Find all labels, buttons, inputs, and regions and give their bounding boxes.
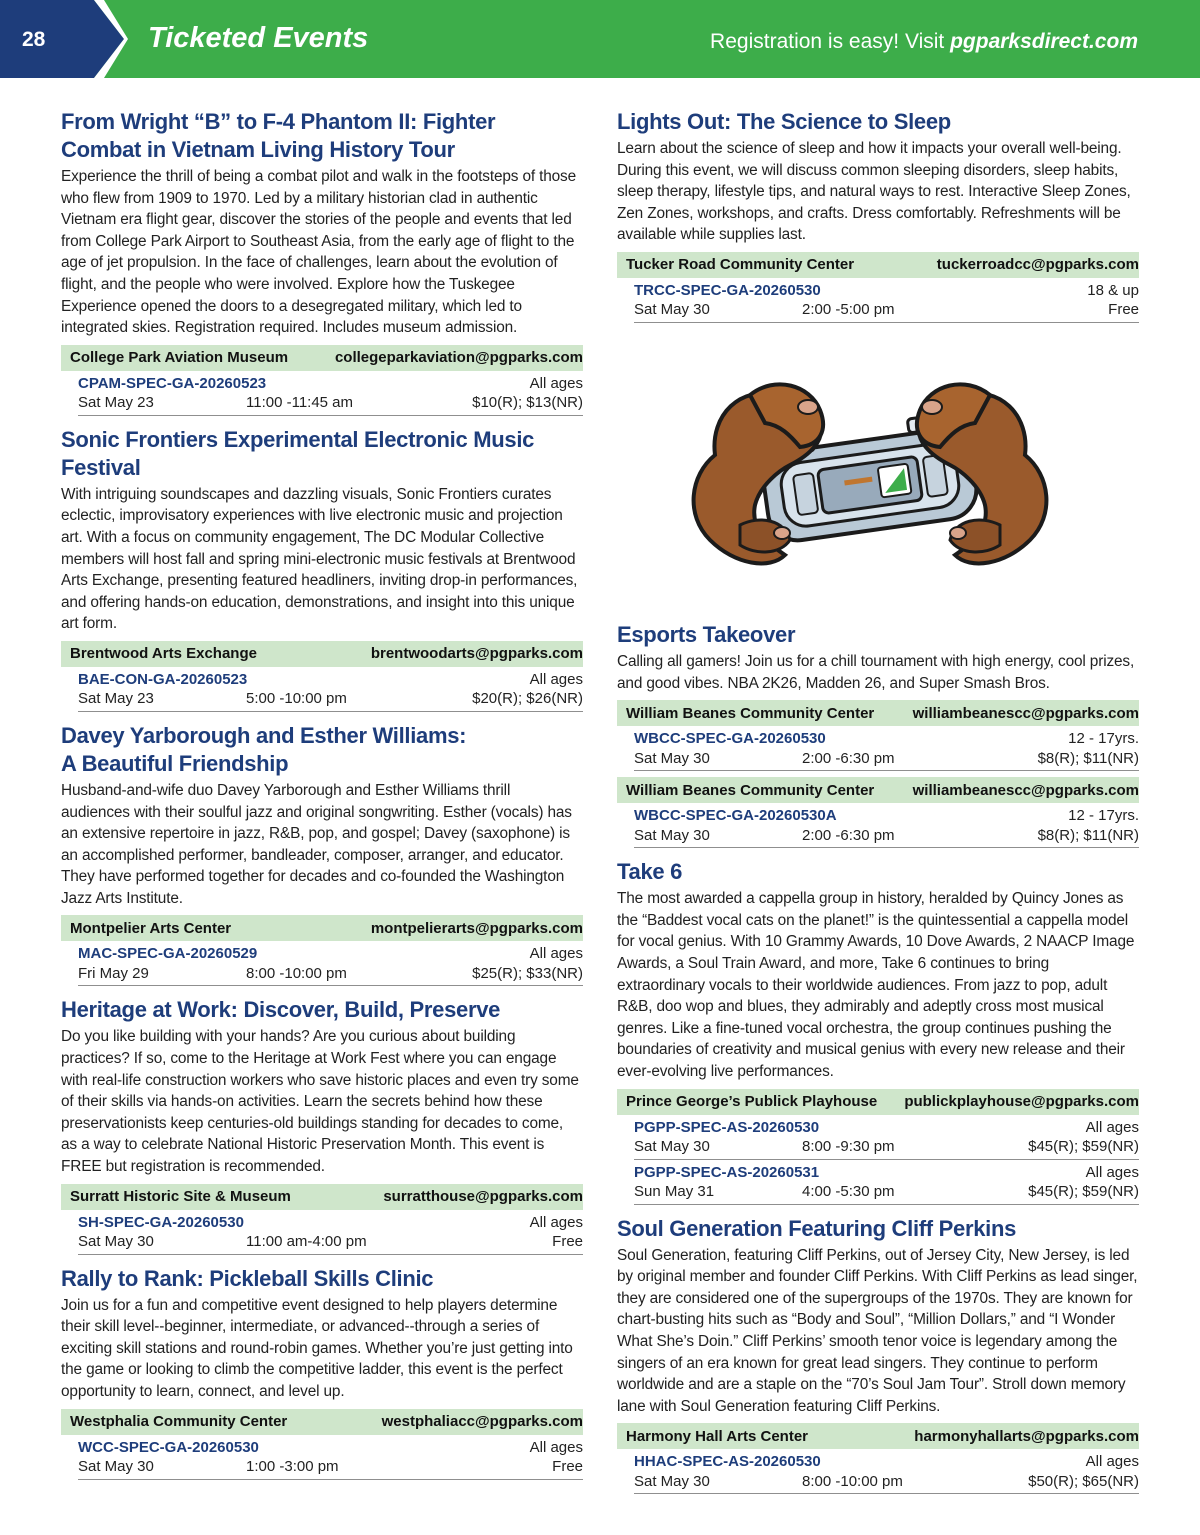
venue-bar — [61, 1409, 583, 1435]
session-time: 8:00 -9:30 pm — [802, 1138, 895, 1156]
session-line-1 — [634, 729, 1139, 749]
session-date: Sat May 30 — [634, 749, 710, 767]
event-title — [61, 1265, 583, 1293]
venue-email[interactable]: williambeanescc@pgparks.com — [912, 704, 1139, 722]
session-price: $45(R); $59(NR) — [1028, 1183, 1139, 1201]
activity-code[interactable]: PGPP-SPEC-AS-20260530 — [634, 1118, 820, 1136]
venue-name: Surratt Historic Site & Museum — [70, 1188, 291, 1206]
session-price: $25(R); $33(NR) — [472, 964, 583, 982]
venue-name: Prince George’s Publick Playhouse — [626, 1093, 878, 1111]
age-range: 12 - 17yrs. — [1068, 807, 1139, 825]
session-time: 5:00 -10:00 pm — [246, 690, 347, 708]
session-line-1 — [634, 1452, 1139, 1472]
event-description: The most awarded a cappella group in history, heralded by Quincy Jones as the “Baddest vocal cats on the planet!” is the quintessential a cappella model for vocal genius. With 10 Grammy Awards, 10 Dove Awards, 2 NAACP Image Awards, a Soul Train Award, and more, Take 6 continues to bring extraordinary vocals to their worldwide audiences. From jazz to pop, adult R&B, doo wop and blues, they admirably and adeptly cross most musical genres. Like a fine-tuned vocal orchestra, the group continues pushing the boundaries of creativity and musical genius with every new release and their ever-evolving live performances. — [617, 890, 1135, 1080]
session-date: Sat May 30 — [78, 1458, 154, 1476]
registration-link[interactable]: pgparksdirect.com — [950, 30, 1138, 53]
session-time: 1:00 -3:00 pm — [246, 1458, 339, 1476]
session-time: 2:00 -6:30 pm — [802, 749, 895, 767]
venue-bar — [61, 641, 583, 667]
session-line-2 — [634, 1137, 1139, 1157]
venue-name: College Park Aviation Museum — [70, 349, 289, 367]
event-listing — [61, 1265, 583, 1480]
session-datetime — [78, 1232, 367, 1252]
event-description: Calling all gamers! Join us for a chill tournament with high energy, cool prizes, and good vibes. NBA 2K26, Madden 26, and Super Smash Bros. — [617, 653, 1135, 692]
age-range: All ages — [529, 945, 583, 963]
age-range: All ages — [1085, 1163, 1139, 1181]
venue-email[interactable]: montpelierarts@pgparks.com — [370, 919, 583, 937]
event-description: Soul Generation, featuring Cliff Perkins, out of Jersey City, New Jersey, is led by original member and founder Cliff Perkins. With Cliff Perkins as lead singer, they are considered one of the supergroups of the 1970s. They are known for chart-busting hits such as “Body and Soul”, “Million Dollars,” and “I Wonder What She’s Doin.” Cliff Perkins’ smooth tenor voice is legendary among the singers of an era known for great lead singers. They continue to perform worldwide and are a staple on the “70’s Soul Jam Tour”. Stroll down memory lane with Soul Generation featuring Cliff Perkins. — [617, 1246, 1138, 1415]
event-title-line: Heritage at Work: Discover, Build, Preserve — [61, 997, 501, 1023]
event-listing — [61, 108, 583, 416]
age-range: All ages — [1085, 1453, 1139, 1471]
age-range: All ages — [1085, 1118, 1139, 1136]
page-header — [0, 0, 1200, 78]
session-row — [634, 1449, 1139, 1494]
age-range: 12 - 17yrs. — [1068, 730, 1139, 748]
session-line-2 — [634, 1472, 1139, 1492]
game-controller-illustration — [670, 355, 1070, 600]
venue-email[interactable]: brentwoodarts@pgparks.com — [370, 645, 583, 663]
session-price: $45(R); $59(NR) — [1028, 1138, 1139, 1156]
session-line-1 — [78, 670, 583, 690]
session-price: $50(R); $65(NR) — [1028, 1472, 1139, 1490]
session-row — [634, 278, 1139, 323]
event-title-line: Sonic Frontiers Experimental Electronic Music Festival — [61, 426, 535, 480]
venue-bar — [617, 1089, 1139, 1115]
age-range: All ages — [529, 670, 583, 688]
left-column — [61, 108, 583, 1490]
venue-email[interactable]: collegeparkaviation@pgparks.com — [334, 349, 583, 367]
event-title — [617, 858, 1139, 886]
event-title-line: Combat in Vietnam Living History Tour — [61, 137, 455, 162]
event-title — [617, 621, 1139, 649]
event-listing — [61, 996, 583, 1254]
page-number: 28 — [22, 28, 46, 51]
session-row — [78, 371, 583, 416]
activity-code[interactable]: HHAC-SPEC-AS-20260530 — [634, 1453, 821, 1471]
session-date: Fri May 29 — [78, 964, 149, 982]
session-line-2 — [78, 1232, 583, 1252]
session-date: Sat May 30 — [78, 1233, 154, 1251]
venue-bar — [617, 252, 1139, 278]
event-title — [617, 108, 1139, 136]
venue-bar — [617, 700, 1139, 726]
session-line-1 — [78, 1438, 583, 1458]
activity-code[interactable]: CPAM-SPEC-GA-20260523 — [78, 374, 267, 392]
venue-bar — [61, 1184, 583, 1210]
session-datetime — [634, 826, 895, 846]
session-datetime — [634, 1182, 895, 1202]
event-description: Husband-and-wife duo Davey Yarborough and Esther Williams thrill audiences with their soulful jazz and original songwriting. Esther (vocals) has an extensive repertoire in jazz, R&B, pop, and gospel; Davey (saxophone) is an accomplished performer, bandleader, composer, arranger, and educator. They have performed together for decades and co-founded the Washington Jazz Arts Institute. — [61, 781, 572, 907]
venue-email[interactable]: surratthouse@pgparks.com — [383, 1188, 583, 1206]
session-date: Sat May 30 — [634, 301, 710, 319]
session-date: Sat May 23 — [78, 690, 154, 708]
session-price: Free — [552, 1233, 583, 1251]
session-price: $8(R); $11(NR) — [1037, 749, 1139, 767]
session-line-2 — [78, 964, 583, 984]
venue-bar — [61, 345, 583, 371]
session-row — [78, 941, 583, 986]
session-datetime — [634, 1137, 895, 1157]
session-datetime — [78, 689, 347, 709]
event-description: Join us for a fun and competitive event designed to help players determine their skill level--beginner, intermediate, or advanced--through a series of exciting skill stations and round-robin games. Whether you’re just getting into the game or looking to climb the competitive ladder, this event is the perfect opportunity to learn, connect, and level up. — [61, 1296, 573, 1400]
session-row — [78, 1435, 583, 1480]
event-title-line: A Beautiful Friendship — [61, 750, 289, 776]
event-description: Learn about the science of sleep and how it impacts your overall well-being. During this event, we will discuss common sleeping disorders, sleep habits, sleep therapy, lifestyle tips, and natural ways to rest. Interactive Sleep Zones, Zen Zones, workshops, and crafts. Dress comfortably. Refreshments will be available while supplies last. — [617, 140, 1131, 244]
session-datetime — [78, 964, 347, 984]
event-description: Experience the thrill of being a combat pilot and walk in the footsteps of those who flew from 1909 to 1970. Led by a military historian clad in authentic Vietnam era flight gear, discover the stories of the people and events that led from College Park Airport to Southeast Asia, from the early age of flight to the age of jet propulsion. In the face of challenges, learn about the evolution of flight, and the people who were involved. Explore how the Tuskegee Experience opened the doors to a desegregated military, which led to integrated skies. Registration required. Includes museum admission. — [61, 168, 577, 337]
page-number-tab — [0, 0, 128, 78]
session-price: $8(R); $11(NR) — [1037, 826, 1139, 844]
venue-email[interactable]: harmonyhallarts@pgparks.com — [914, 1427, 1139, 1445]
session-datetime — [78, 1457, 339, 1477]
event-listing — [617, 1215, 1139, 1495]
session-time: 2:00 -6:30 pm — [802, 826, 895, 844]
session-time: 11:00 -11:45 am — [246, 394, 354, 412]
session-date: Sat May 30 — [634, 1138, 710, 1156]
activity-code[interactable]: WBCC-SPEC-GA-20260530A — [634, 807, 837, 825]
session-line-1 — [78, 944, 583, 964]
venue-name: Tucker Road Community Center — [626, 256, 855, 274]
event-title-line: Esports Takeover — [617, 622, 796, 647]
activity-code[interactable]: TRCC-SPEC-GA-20260530 — [634, 281, 821, 299]
venue-email[interactable]: westphaliacc@pgparks.com — [381, 1413, 583, 1431]
session-time: 11:00 am-4:00 pm — [246, 1233, 367, 1251]
session-date: Sun May 31 — [634, 1183, 715, 1201]
activity-code[interactable]: SH-SPEC-GA-20260530 — [78, 1213, 244, 1231]
session-row — [634, 1115, 1139, 1160]
event-title — [61, 996, 583, 1024]
event-title-line: Rally to Rank: Pickleball Skills Clinic — [61, 1265, 434, 1291]
age-range: All ages — [529, 374, 583, 392]
session-row — [78, 1210, 583, 1255]
event-title-line: Soul Generation Featuring Cliff Perkins — [617, 1215, 1017, 1241]
session-price: Free — [552, 1458, 583, 1476]
session-row — [78, 667, 583, 712]
event-description: Do you like building with your hands? Are you curious about building practices? If so, come to the Heritage at Work Fest where you can engage with real-life construction workers who save historic places and even try some of their skills via hands-on activities. Learn the secrets behind how these preservationists keep centuries-old buildings standing for decades to come, as a way to celebrate National Historic Preservation Month. This event is FREE but registration is recommended. — [61, 1028, 579, 1176]
event-listing — [61, 426, 583, 712]
session-datetime — [634, 1472, 903, 1492]
session-line-2 — [634, 749, 1139, 769]
event-title-line: Take 6 — [617, 859, 683, 885]
activity-code[interactable]: WBCC-SPEC-GA-20260530 — [634, 730, 826, 748]
session-datetime — [634, 300, 895, 320]
venue-name: Montpelier Arts Center — [70, 919, 232, 937]
session-row — [634, 1160, 1139, 1205]
venue-name: Westphalia Community Center — [70, 1413, 288, 1431]
session-date: Sat May 30 — [634, 1472, 710, 1490]
venue-bar — [61, 915, 583, 941]
session-price: $10(R); $13(NR) — [472, 394, 583, 412]
section-title: Ticketed Events — [148, 22, 369, 54]
event-description: With intriguing soundscapes and dazzling visuals, Sonic Frontiers curates eclectic, improvisatory experiences with live electronic music and projection art. With a focus on community engagement, The DC Modular Collective members will host fall and spring mini-electronic music festivals at Brentwood Arts Exchange, presenting featured headliners, inviting drop-in performances, and offering hands-on education, demonstrations, and insight into this unique art form. — [61, 485, 578, 633]
session-line-1 — [634, 806, 1139, 826]
venue-email[interactable]: tuckerroadcc@pgparks.com — [936, 256, 1139, 274]
session-line-1 — [78, 374, 583, 394]
session-line-2 — [634, 1182, 1139, 1202]
venue-bar — [617, 777, 1139, 803]
session-line-2 — [634, 300, 1139, 320]
session-datetime — [634, 749, 895, 769]
event-title — [61, 426, 583, 482]
session-time: 4:00 -5:30 pm — [802, 1183, 895, 1201]
session-line-1 — [634, 1118, 1139, 1138]
event-listing — [61, 722, 583, 987]
right-column-top — [617, 108, 1139, 333]
event-title — [61, 722, 583, 778]
session-datetime — [78, 393, 353, 413]
session-row — [634, 726, 1139, 771]
venue-email[interactable]: publickplayhouse@pgparks.com — [904, 1093, 1139, 1111]
venue-bar — [617, 1423, 1139, 1449]
session-line-2 — [78, 1457, 583, 1477]
venue-name: Brentwood Arts Exchange — [70, 645, 257, 663]
session-time: 8:00 -10:00 pm — [246, 964, 347, 982]
activity-code[interactable]: MAC-SPEC-GA-20260529 — [78, 945, 258, 963]
session-line-2 — [634, 826, 1139, 846]
age-range: 18 & up — [1087, 281, 1139, 299]
age-range: All ages — [529, 1438, 583, 1456]
session-time: 2:00 -5:00 pm — [802, 301, 895, 319]
activity-code[interactable]: WCC-SPEC-GA-20260530 — [78, 1438, 259, 1456]
session-row — [634, 803, 1139, 848]
registration-text: Registration is easy! Visit — [710, 30, 951, 53]
session-line-1 — [634, 281, 1139, 301]
session-price: Free — [1108, 301, 1139, 319]
venue-name: Harmony Hall Arts Center — [626, 1427, 808, 1445]
age-range: All ages — [529, 1213, 583, 1231]
right-column-bottom — [617, 621, 1139, 1504]
event-listing — [617, 858, 1139, 1204]
venue-name: William Beanes Community Center — [626, 704, 875, 722]
session-line-2 — [78, 393, 583, 413]
venue-email[interactable]: williambeanescc@pgparks.com — [912, 781, 1139, 799]
event-title — [617, 1215, 1139, 1243]
session-line-1 — [634, 1163, 1139, 1183]
activity-code[interactable]: BAE-CON-GA-20260523 — [78, 670, 248, 688]
event-title-line: From Wright “B” to F-4 Phantom II: Fighter — [61, 109, 496, 134]
session-time: 8:00 -10:00 pm — [802, 1472, 903, 1490]
session-price: $20(R); $26(NR) — [472, 690, 583, 708]
venue-name: William Beanes Community Center — [626, 781, 875, 799]
session-date: Sat May 23 — [78, 394, 154, 412]
event-title — [61, 108, 583, 164]
event-title-line: Lights Out: The Science to Sleep — [617, 109, 951, 134]
activity-code[interactable]: PGPP-SPEC-AS-20260531 — [634, 1163, 820, 1181]
session-line-1 — [78, 1213, 583, 1233]
event-listing — [617, 621, 1139, 848]
session-date: Sat May 30 — [634, 826, 710, 844]
event-title-line: Davey Yarborough and Esther Williams: — [61, 722, 467, 748]
registration-note — [710, 30, 1138, 54]
event-listing — [617, 108, 1139, 323]
session-line-2 — [78, 689, 583, 709]
